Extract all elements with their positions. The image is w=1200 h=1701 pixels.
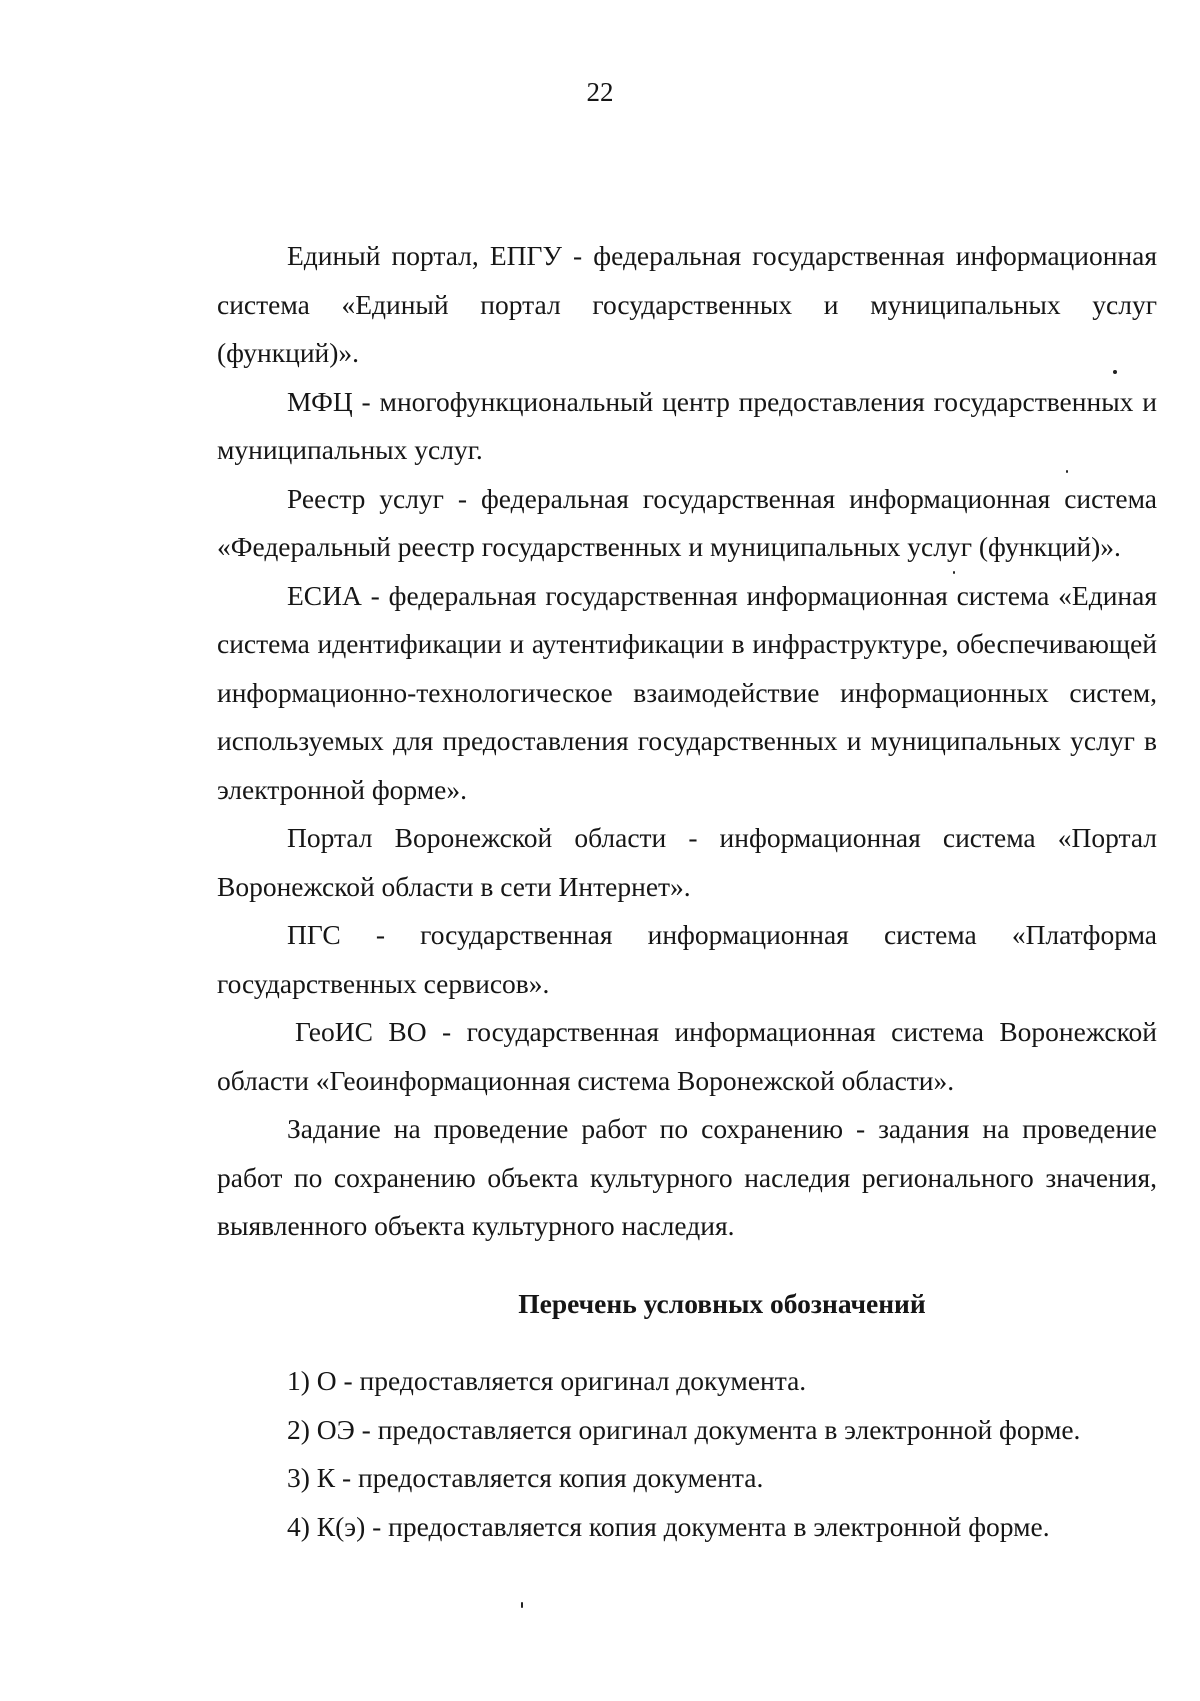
definition-voronezh-portal: Портал Воронежской области - информационная система «Портал Воронежской области в сети Интернет».: [217, 822, 1157, 902]
legend-item: 3) К - предоставляется копия документа.: [287, 1462, 764, 1493]
definition-esia: ЕСИА - федеральная государственная информационная система «Единая система идентификации и аутентификации в инфраструктуре, обеспечивающей информационно-технологическое взаимодействие информационных систем, используемых для предоставления государственных и муниципальных услуг в электронной форме».: [217, 579, 1157, 805]
page-number: 22: [586, 77, 614, 107]
document-body: [217, 232, 1157, 1551]
legend-item: 4) К(э) - предоставляется копия документа в электронной форме.: [287, 1510, 1050, 1542]
definition-pgs: ПГС - государственная информационная система «Платформа государственных сервисов».: [217, 919, 1157, 999]
definition-preservation-task: Задание на проведение работ по сохранению - задания на проведение работ по сохранению объекта культурного наследия регионального значения, выявленного объекта культурного наследия.: [217, 1113, 1157, 1241]
definition-registry: Реестр услуг - федеральная государственная информационная система «Федеральный реестр государственных и муниципальных услуг (функций)».: [217, 482, 1157, 562]
definition-geois: ГеоИС ВО - государственная информационная система Воронежской области «Геоинформационная система Воронежской области».: [217, 1016, 1157, 1096]
legend-item: 2) ОЭ - предоставляется оригинал документа в электронной форме.: [287, 1413, 1081, 1445]
definition-mfc: МФЦ - многофункциональный центр предоставления государственных и муниципальных услуг.: [217, 385, 1157, 465]
scan-speck: [1113, 370, 1117, 374]
legend-heading: Перечень условных обозначений: [518, 1287, 926, 1319]
definition-epgu: Единый портал, ЕПГУ - федеральная государственная информационная система «Единый портал государственных и муниципальных услуг (функций)».: [217, 240, 1157, 368]
legend-list: [217, 1357, 1157, 1551]
scan-speck: [521, 1602, 523, 1608]
scan-speck: [953, 571, 955, 574]
legend-item: 1) О - предоставляется оригинал документа.: [287, 1365, 807, 1396]
scan-speck: [1066, 470, 1068, 473]
